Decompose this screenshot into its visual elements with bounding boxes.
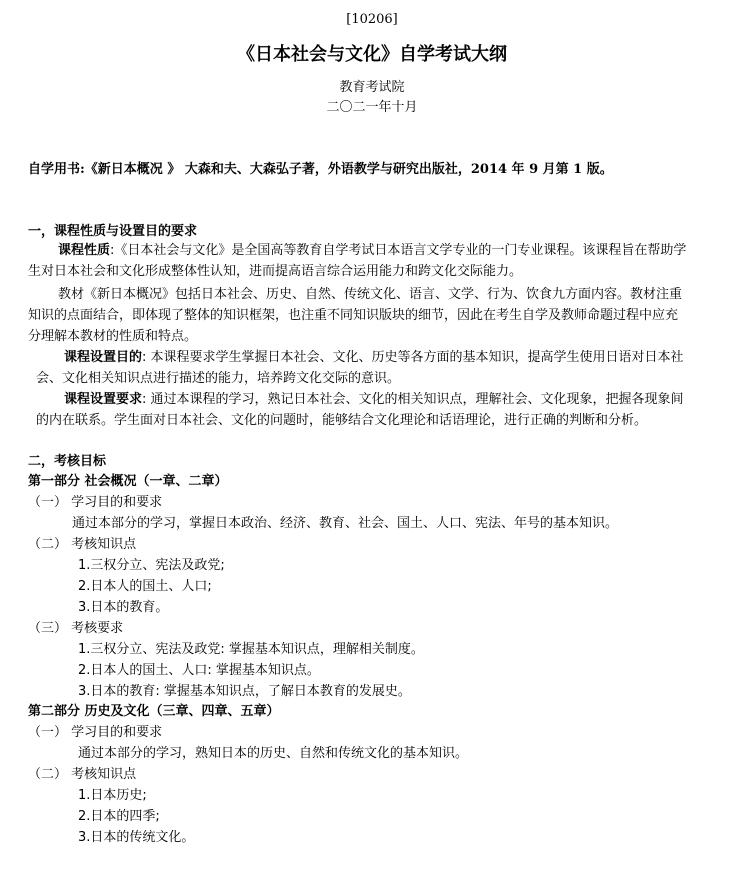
course-nature-label: 课程性质 — [58, 243, 111, 258]
list-item: 2.日本人的国土、人口: 掌握基本知识点。 — [78, 663, 320, 678]
list-item: 1.三权分立、宪法及政党; — [78, 558, 225, 573]
list-item: 1.三权分立、宪法及政党: 掌握基本知识点，理解相关制度。 — [78, 642, 424, 657]
issue-date: 二〇二一年十月 — [326, 100, 418, 115]
part1-sub1-label: （一） 学习目的和要求 — [28, 495, 163, 510]
list-item: 3.日本的教育: 掌握基本知识点，了解日本教育的发展史。 — [78, 684, 411, 699]
list-item: 3.日本的教育。 — [78, 600, 169, 615]
course-requirement-line1 — [64, 390, 684, 410]
course-requirement-label: 课程设置要求 — [64, 392, 143, 407]
textbook-info: 自学用书:《新日本概况 》 大森和夫、大森弘子著，外语教学与研究出版社，2014 年 9 月第 1 版。 — [28, 162, 613, 177]
textbook-desc-line2: 知识的点面结合，即体现了整体的知识框架，也注重不同知识版块的细节，因此在考生自学及教师命题过程中应充 — [28, 308, 679, 323]
part1-sub2-label: （二） 考核知识点 — [28, 537, 137, 552]
part2-sub2-label: （二） 考核知识点 — [28, 767, 137, 782]
list-item: 3.日本的传统文化。 — [78, 830, 195, 845]
part2-title: 第二部分 历史及文化（三章、四章、五章） — [28, 704, 280, 719]
section2-heading: 二，考核目标 — [28, 454, 107, 469]
list-item: 2.日本人的国土、人口; — [78, 579, 212, 594]
part1-title: 第一部分 社会概况（一章、二章） — [28, 474, 228, 489]
textbook-desc-line1: 教材《新日本概况》包括日本社会、历史、自然、传统文化、语言、文学、行为、饮食九方面内容。教材注重 — [58, 287, 683, 302]
part2-sub1-text: 通过本部分的学习，熟知日本的历史、自然和传统文化的基本知识。 — [78, 746, 469, 761]
issuing-institution: 教育考试院 — [339, 80, 405, 95]
course-nature-line2: 生对日本社会和文化形成整体性认知，进而提高语言综合运用能力和跨文化交际能力。 — [28, 264, 523, 279]
part2-sub1-label: （一） 学习目的和要求 — [28, 725, 163, 740]
part1-sub1-text: 通过本部分的学习，掌握日本政治、经济、教育、社会、国土、人口、宪法、年号的基本知识。 — [72, 516, 619, 531]
course-nature-line1 — [58, 241, 686, 261]
course-purpose-line2: 会、文化相关知识点进行描述的能力，培养跨文化交际的意识。 — [36, 371, 401, 386]
document-title: 《日本社会与文化》自学考试大纲 — [237, 44, 507, 65]
course-purpose-label: 课程设置目的 — [64, 350, 143, 365]
list-item: 1.日本历史; — [78, 788, 147, 803]
course-purpose-text: : 本课程要求学生掌握日本社会、文化、历史等各方面的基本知识，提高学生使用日语对日本社 — [142, 350, 684, 365]
course-requirement-line2: 的内在联系。学生面对日本社会、文化的问题时，能够结合文化理论和话语理论，进行正确的判断和分析。 — [36, 413, 648, 428]
course-purpose-line1 — [64, 348, 684, 368]
part1-sub3-label: （三） 考核要求 — [28, 621, 124, 636]
course-requirement-text: : 通过本课程的学习，熟记日本社会、文化的相关知识点，理解社会、文化现象，把握各现象间 — [142, 392, 684, 407]
section1-heading: 一，课程性质与设置目的要求 — [28, 224, 198, 239]
course-nature-text: :《日本社会与文化》是全国高等教育自学考试日本语言文学专业的一门专业课程。该课程旨在帮助学 — [110, 243, 687, 258]
textbook-desc-line3: 分理解本教材的性质和特点。 — [28, 329, 198, 344]
list-item: 2.日本的四季; — [78, 809, 160, 824]
course-code: [10206] — [346, 12, 398, 27]
